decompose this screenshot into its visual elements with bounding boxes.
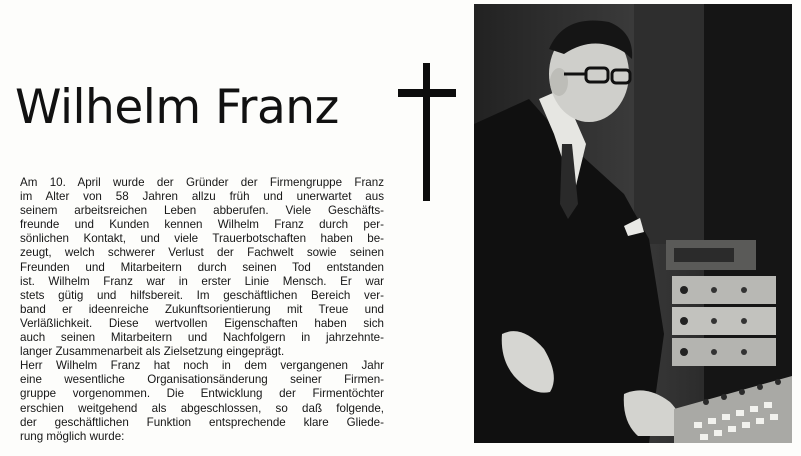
text-line: Freunden und Mitarbeitern durch seinen Tod entstanden bbox=[20, 260, 384, 274]
obituary-text bbox=[20, 176, 384, 444]
text-line: eine wesentliche Organisationsänderung seiner Firmen- bbox=[20, 373, 384, 387]
text-line: langer Zusammenarbeit als Zielsetzung eingeprägt. bbox=[20, 345, 285, 359]
text-line: stets gütig und hilfsbereit. Im geschäftlichen Bereich ver- bbox=[20, 288, 384, 302]
text-line: im Alter von 58 Jahren allzu früh und unerwartet aus bbox=[20, 190, 384, 204]
text-line: ist. Wilhelm Franz war in erster Linie Mensch. Er war bbox=[20, 274, 384, 288]
text-line: freunde und Kunden kennen Wilhelm Franz durch per- bbox=[20, 218, 384, 232]
page-title: Wilhelm Franz bbox=[15, 80, 339, 135]
portrait-photo bbox=[474, 4, 792, 443]
text-line: band er ideenreiche Zukunftsorientierung mit Treue und bbox=[20, 302, 384, 316]
text-line: zeugt, welch schwerer Verlust der Fachwelt sowie seinen bbox=[20, 246, 384, 260]
text-line: auch seinen Mitarbeitern und Nachfolgern in jahrzehnte- bbox=[20, 331, 384, 345]
text-line: gruppe vorgenommen. Die Entwicklung der Firmentöchter bbox=[20, 387, 384, 401]
text-line: sönlichen Kontakt, und viele Trauerbotschaften haben be- bbox=[20, 232, 384, 246]
text-line: rung möglich wurde: bbox=[20, 429, 125, 443]
text-line: Herr Wilhelm Franz hat noch in dem vergangenen Jahr bbox=[20, 359, 384, 373]
text-line: seinem arbeitsreichen Leben abberufen. Viele Geschäfts- bbox=[20, 204, 384, 218]
text-line: Verläßlichkeit. Diese wertvollen Eigenschaften haben sich bbox=[20, 316, 384, 330]
text-line: der geschäftlichen Funktion entsprechende klare Gliede- bbox=[20, 415, 384, 429]
text-line: Am 10. April wurde der Gründer der Firmengruppe Franz bbox=[20, 176, 384, 189]
text-line: erschien weitgehend als abgeschlossen, so daß folgende, bbox=[20, 401, 384, 415]
cross-icon bbox=[398, 63, 456, 201]
